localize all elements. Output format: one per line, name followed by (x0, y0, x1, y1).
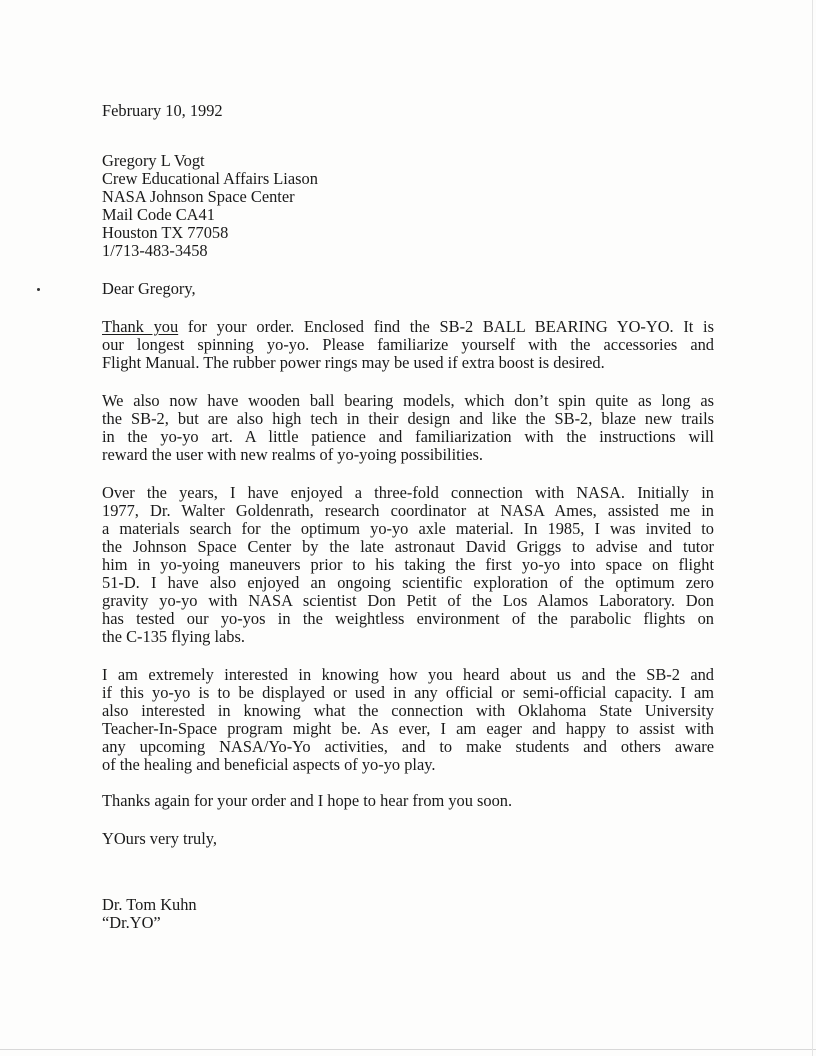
closing-thanks: Thanks again for your order and I hope to hear from you soon. (102, 791, 513, 810)
signature-block (102, 896, 714, 932)
scan-bottom-edge (0, 1049, 816, 1050)
paragraph-line: also interested in knowing what the connection with Oklahoma State University (102, 702, 714, 720)
paragraph-line: 1977, Dr. Walter Goldenrath, research coordinator at NASA Ames, assisted me in (102, 502, 714, 520)
paragraph-line: 51-D. I have also enjoyed an ongoing scientific exploration of the optimum zero (102, 574, 714, 592)
salutation: Dear Gregory, (102, 279, 196, 298)
paragraph-line: the Johnson Space Center by the late astronaut David Griggs to advise and tutor (102, 538, 714, 556)
recipient-organization: NASA Johnson Space Center (102, 187, 295, 206)
valediction: YOurs very truly, (102, 829, 218, 848)
paragraph-line: Teacher-In-Space program might be. As ever, I am eager and happy to assist with (102, 720, 714, 738)
paragraph-line: has tested our yo-yos in the weightless environment of the parabolic flights on (102, 610, 714, 628)
letter-date: February 10, 1992 (102, 101, 223, 120)
letter-body (102, 102, 714, 932)
paragraph-line: of the healing and beneficial aspects of yo-yo play. (102, 756, 436, 774)
scan-right-edge (812, 0, 813, 1056)
paragraph-line: a materials search for the optimum yo-yo axle material. In 1985, I was invited to (102, 520, 714, 538)
paragraph-order-thanks (102, 318, 714, 372)
recipient-phone: 1/713-483-3458 (102, 241, 208, 260)
paragraph-line: if this yo-yo is to be displayed or used in any official or semi-official capacity. I am (102, 684, 714, 702)
paragraph-line: the C-135 flying labs. (102, 628, 245, 646)
paragraph-line (102, 318, 714, 336)
paragraph-wooden-models (102, 392, 714, 464)
recipient-title: Crew Educational Affairs Liason (102, 169, 318, 188)
paragraph-line: Flight Manual. The rubber power rings may be used if extra boost is desired. (102, 354, 605, 372)
paragraph-inquiry (102, 666, 714, 774)
recipient-name: Gregory L Vogt (102, 151, 205, 170)
paragraph-line: reward the user with new realms of yo-yoing possibilities. (102, 446, 484, 464)
paragraph-line: any upcoming NASA/Yo-Yo activities, and to make students and others aware (102, 738, 714, 756)
paragraph-line: Over the years, I have enjoyed a three-fold connection with NASA. Initially in (102, 484, 714, 502)
signer-nickname: “Dr.YO” (102, 913, 161, 932)
paragraph-line: We also now have wooden ball bearing models, which don’t spin quite as long as (102, 392, 714, 410)
paragraph-line-text: for your order. Enclosed find the SB-2 BALL BEARING YO-YO. It is (178, 318, 714, 336)
underlined-thank-you: Thank you (102, 318, 179, 336)
paragraph-line: gravity yo-yo with NASA scientist Don Petit of the Los Alamos Laboratory. Don (102, 592, 714, 610)
paragraph-line: I am extremely interested in knowing how you heard about us and the SB-2 and (102, 666, 714, 684)
recipient-address-block (102, 152, 714, 260)
paragraph-line: our longest spinning yo-yo. Please familiarize yourself with the accessories and (102, 336, 714, 354)
paragraph-nasa-connection (102, 484, 714, 646)
signer-name: Dr. Tom Kuhn (102, 895, 197, 914)
recipient-city-state-zip: Houston TX 77058 (102, 223, 229, 242)
paper-speck (37, 288, 40, 291)
recipient-mail-code: Mail Code CA41 (102, 205, 215, 224)
paragraph-line: him in yo-yoing maneuvers prior to his taking the first yo-yo into space on flight (102, 556, 714, 574)
paragraph-line: the SB-2, but are also high tech in their design and like the SB-2, blaze new trails (102, 410, 714, 428)
paragraph-line: in the yo-yo art. A little patience and familiarization with the instructions will (102, 428, 714, 446)
